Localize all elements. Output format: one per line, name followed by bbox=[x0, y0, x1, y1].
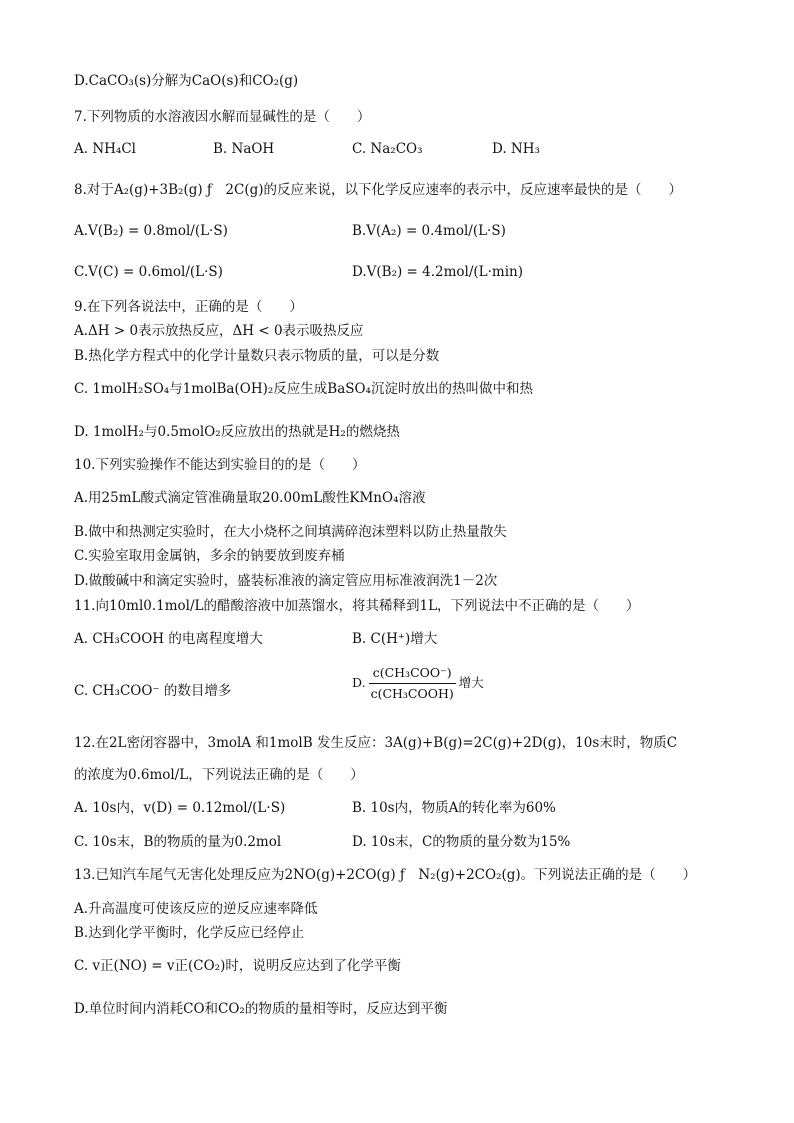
q7-option-a: A. NH₄Cl bbox=[74, 141, 136, 157]
q10-stem: 10.下列实验操作不能达到实验目的的是（ ） bbox=[74, 457, 366, 473]
q12-option-b: B. 10s内，物质A的转化率为60% bbox=[352, 800, 556, 816]
q11-option-d-suffix: 增大 bbox=[458, 675, 484, 690]
q13-option-b: B.达到化学平衡时，化学反应已经停止 bbox=[74, 925, 305, 941]
q13-option-d: D.单位时间内消耗CO和CO₂的物质的量相等时，反应达到平衡 bbox=[74, 1001, 448, 1017]
q8-option-d: D.V(B₂) = 4.2mol/(L·min) bbox=[352, 264, 524, 280]
fraction-numerator: c(CH₃COO⁻) bbox=[369, 664, 456, 684]
q10-option-c: C.实验室取用金属钠，多余的钠要放到废弃桶 bbox=[74, 548, 345, 564]
q7-option-c: C. Na₂CO₃ bbox=[352, 141, 423, 157]
q9-option-d: D. 1molH₂与0.5molO₂反应放出的热就是H₂的燃烧热 bbox=[74, 424, 400, 440]
q13-option-a: A.升高温度可使该反应的逆反应速率降低 bbox=[74, 901, 318, 917]
q7-option-b: B. NaOH bbox=[213, 141, 275, 157]
q9-stem: 9.在下列各说法中，正确的是（ ） bbox=[74, 299, 303, 315]
q11-option-a: A. CH₃COOH 的电离程度增大 bbox=[74, 631, 263, 647]
q9-option-a: A.ΔH > 0表示放热反应，ΔH < 0表示吸热反应 bbox=[74, 323, 364, 339]
q11-option-c: C. CH₃COO⁻ 的数目增多 bbox=[74, 683, 232, 699]
q11-option-d-fraction bbox=[369, 664, 456, 703]
q7-option-d: D. NH₃ bbox=[492, 141, 540, 157]
q12-option-d: D. 10s末，C的物质的量分数为15% bbox=[352, 834, 571, 850]
q13-option-c: C. v正(NO) = v正(CO₂)时，说明反应达到了化学平衡 bbox=[74, 958, 401, 974]
q11-stem: 11.向10ml0.1mol/L的醋酸溶液中加蒸馏水，将其稀释到1L，下列说法中不正确的是（ ） bbox=[74, 598, 640, 614]
q8-option-b: B.V(A₂) = 0.4mol/(L·S) bbox=[352, 223, 506, 239]
q10-option-d: D.做酸碱中和滴定实验时，盛装标准液的滴定管应用标准液润洗1－2次 bbox=[74, 573, 498, 589]
q10-option-a: A.用25mL酸式滴定管准确量取20.00mL酸性KMnO₄溶液 bbox=[74, 490, 426, 506]
q12-option-c: C. 10s末，B的物质的量为0.2mol bbox=[74, 834, 282, 850]
q11-option-d-prefix: D. bbox=[352, 675, 366, 690]
q8-option-a: A.V(B₂) = 0.8mol/(L·S) bbox=[74, 223, 228, 239]
fraction-denominator: c(CH₃COOH) bbox=[370, 686, 454, 701]
q10-option-b: B.做中和热测定实验时，在大小烧杯之间填满碎泡沫塑料以防止热量散失 bbox=[74, 524, 507, 540]
q13-stem: 13.已知汽车尾气无害化处理反应为2NO(g)+2CO(g) ƒ N₂(g)+2CO₂(g)。下列说法正确的是（ ） bbox=[74, 867, 697, 883]
q12-stem-line1: 12.在2L密闭容器中，3molA 和1molB 发生反应：3A(g)+B(g)=2C(g)+2D(g)，10s末时，物质C bbox=[74, 735, 678, 751]
q11-option-d bbox=[352, 664, 484, 703]
q9-option-c: C. 1molH₂SO₄与1molBa(OH)₂反应生成BaSO₄沉淀时放出的热叫做中和热 bbox=[74, 381, 533, 397]
q12-option-a: A. 10s内，v(D) = 0.12mol/(L·S) bbox=[74, 800, 286, 816]
q8-option-c: C.V(C) = 0.6mol/(L·S) bbox=[74, 264, 223, 280]
q6-option-d: D.CaCO₃(s)分解为CaO(s)和CO₂(g) bbox=[74, 73, 299, 89]
q11-option-b: B. C(H⁺)增大 bbox=[352, 631, 438, 647]
q12-stem-line2: 的浓度为0.6mol/L，下列说法正确的是（ ） bbox=[74, 767, 364, 783]
q7-stem: 7.下列物质的水溶液因水解而显碱性的是（ ） bbox=[74, 109, 371, 125]
q8-stem: 8.对于A₂(g)+3B₂(g) ƒ 2C(g)的反应来说，以下化学反应速率的表示中，反应速率最快的是（ ） bbox=[74, 182, 683, 198]
q9-option-b: B.热化学方程式中的化学计量数只表示物质的量，可以是分数 bbox=[74, 348, 440, 364]
